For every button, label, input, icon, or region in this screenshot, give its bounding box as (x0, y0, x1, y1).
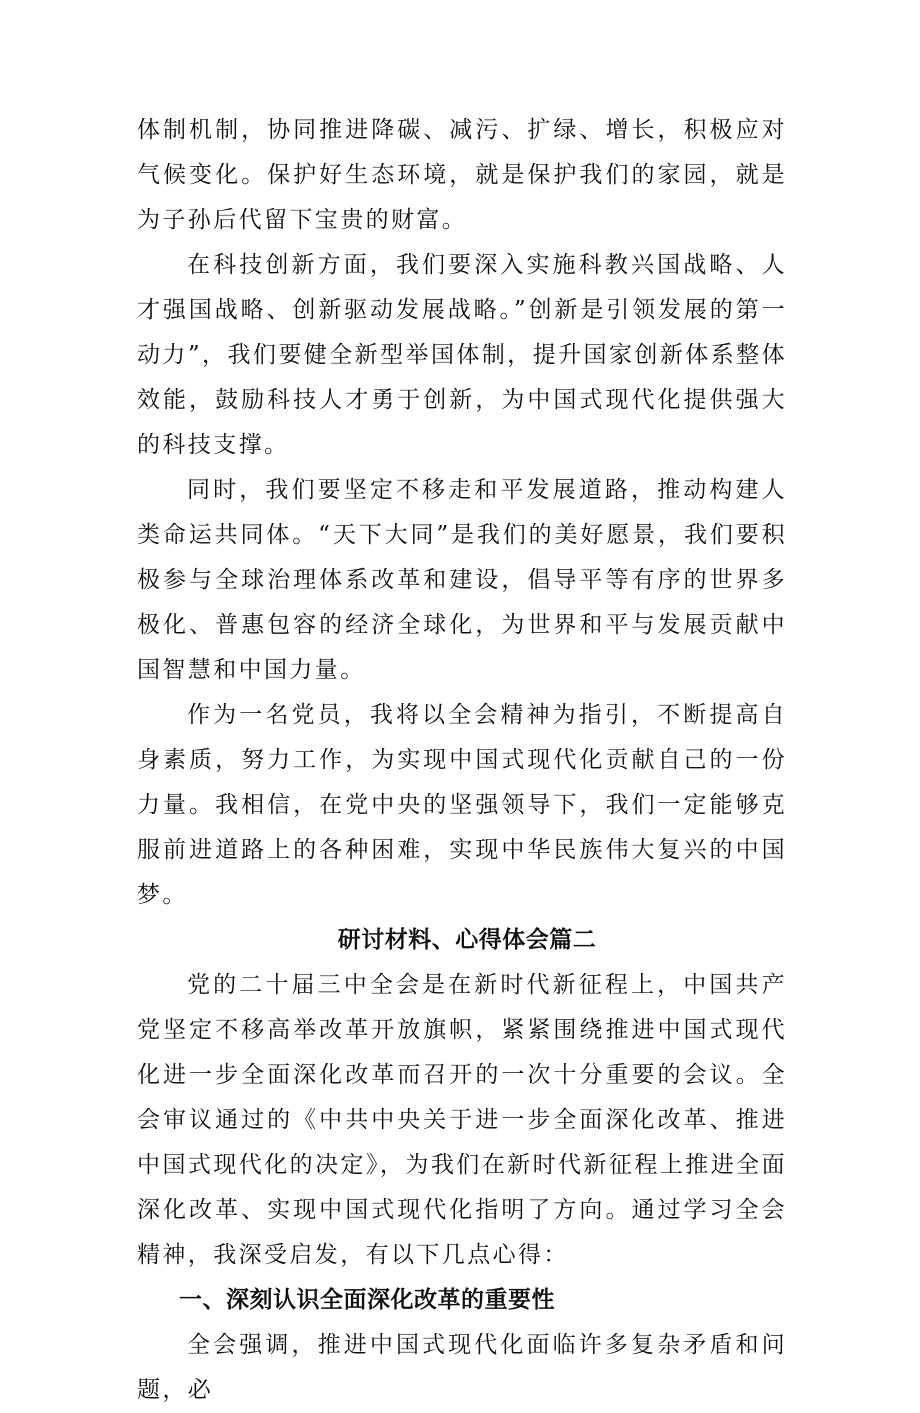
paragraph-party-member: 作为一名党员，我将以全会精神为指引，不断提高自身素质，努力工作，为实现中国式现代化贡献自己的一份力量。我相信，在党中央的坚强领导下，我们一定能够克服前进道路上的各种困难，实现中华民族伟大复兴的中国梦。 (137, 702, 787, 908)
document-body (137, 108, 787, 1413)
section-title: 研讨材料、心得体会篇二 (337, 927, 597, 953)
paragraph-peaceful-development: 同时，我们要坚定不移走和平发展道路，推动构建人类命运共同体。“天下大同”是我们的美好愿景，我们要积极参与全球治理体系改革和建设，倡导平等有序的世界多极化、普惠包容的经济全球化，为世界和平与发展贡献中国智慧和中国力量。 (137, 477, 787, 683)
paragraph-plenum-emphasis: 全会强调，推进中国式现代化面临许多复杂矛盾和问题，必 (137, 1332, 787, 1403)
paragraph-ecology-continued: 体制机制，协同推进降碳、减污、扩绿、增长，积极应对气候变化。保护好生态环境，就是保护我们的家园，就是为子孙后代留下宝贵的财富。 (137, 117, 787, 233)
heading-1: 一、深刻认识全面深化改革的重要性 (179, 1287, 555, 1313)
paragraph-plenum-intro: 党的二十届三中全会是在新时代新征程上，中国共产党坚定不移高举改革开放旗帜，紧紧围绕推进中国式现代化进一步全面深化改革而召开的一次十分重要的会议。全会审议通过的《中共中央关于进一步全面深化改革、推进中国式现代化的决定》，为我们在新时代新征程上推进全面深化改革、实现中国式现代化指明了方向。通过学习全会精神，我深受启发，有以下几点心得： (137, 972, 787, 1268)
paragraph-tech-innovation: 在科技创新方面，我们要深入实施科教兴国战略、人才强国战略、创新驱动发展战略。”创新是引领发展的第一动力”，我们要健全新型举国体制，提升国家创新体系整体效能，鼓励科技人才勇于创新，为中国式现代化提供强大的科技支撑。 (137, 252, 787, 458)
